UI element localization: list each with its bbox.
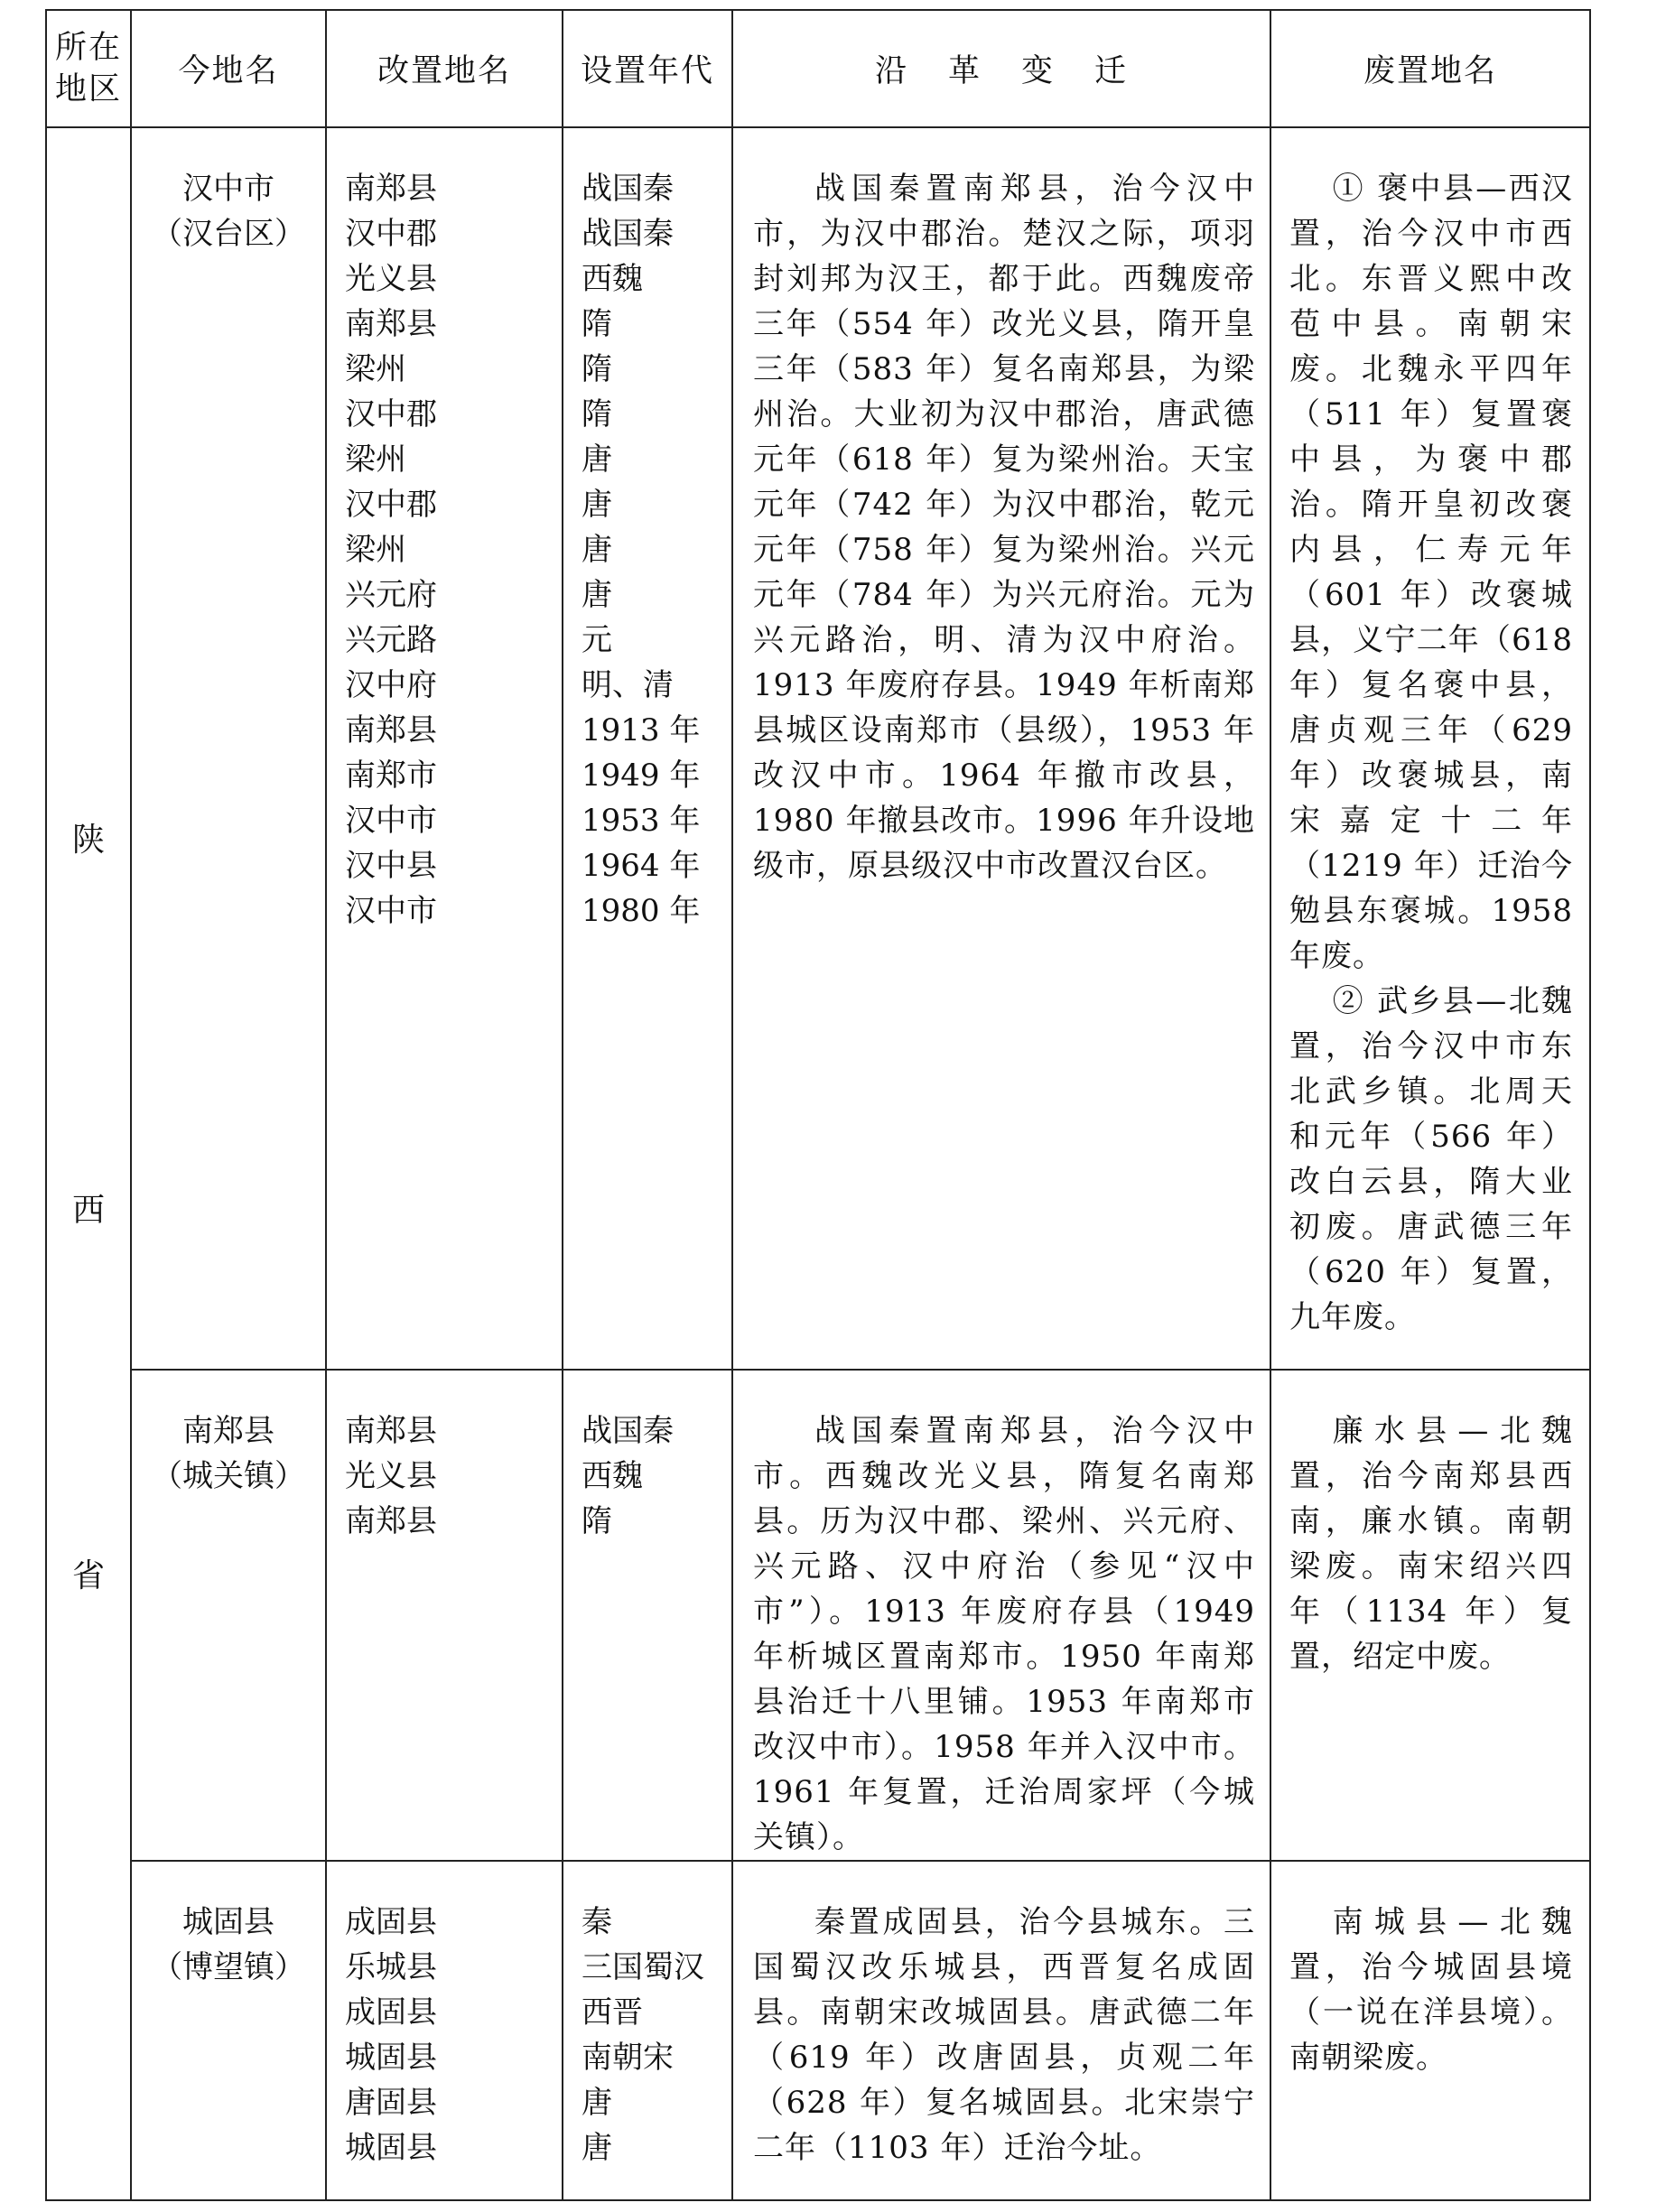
- region-cell: [46, 127, 131, 2200]
- era-item: 1980 年: [582, 893, 701, 929]
- changed-name-item: 成固县: [345, 1994, 437, 2031]
- changed-name-item: 乐城县: [345, 1949, 437, 1985]
- current-name-cell: [131, 127, 326, 1370]
- changed-name-item: 兴元府: [345, 577, 437, 613]
- changed-name-item: 汉中市: [345, 803, 437, 839]
- region-char: 陕: [71, 822, 105, 859]
- eras-cell: [563, 1861, 732, 2200]
- changed-name-item: 城固县: [345, 2130, 437, 2166]
- table-row: [46, 1370, 1590, 1861]
- table-row: [46, 1861, 1590, 2200]
- current-name: 南郑县: [182, 1413, 275, 1449]
- header-history: 沿 革 变 迁: [732, 10, 1270, 127]
- header-region: 所在地区: [46, 10, 131, 127]
- current-name-note: （城关镇）: [152, 1458, 305, 1494]
- changed-name-item: 汉中县: [345, 848, 437, 884]
- changed-name-item: 光义县: [345, 1458, 437, 1494]
- era-item: 西魏: [582, 261, 643, 297]
- current-name: 城固县: [182, 1904, 275, 1940]
- changed-name-item: 梁州: [345, 441, 406, 478]
- era-item: 1949 年: [582, 757, 701, 794]
- changed-name-item: 南郑市: [345, 757, 437, 794]
- region-char: 省: [71, 1557, 105, 1594]
- changed-name-item: 梁州: [345, 351, 406, 387]
- abolished-text: 南城县—北魏置，治今城固县境（一说在洋县境）。南朝梁废。: [1289, 1904, 1573, 2076]
- changed-name-item: 光义县: [345, 261, 437, 297]
- changed-name-item: 南郑县: [345, 306, 437, 342]
- era-item: 三国蜀汉: [582, 1949, 704, 1985]
- era-item: 西晋: [582, 1994, 643, 2031]
- abolished-cell: [1270, 127, 1590, 1370]
- header-abolished-name: 废置地名: [1270, 10, 1590, 127]
- era-item: 唐: [582, 441, 612, 478]
- era-item: 战国秦: [582, 1413, 674, 1449]
- era-item: 战国秦: [582, 171, 674, 207]
- history-cell: [732, 1370, 1270, 1861]
- era-item: 隋: [582, 351, 612, 387]
- era-item: 唐: [582, 2130, 612, 2166]
- changed-name-item: 兴元路: [345, 622, 437, 658]
- history-text: 秦置成固县，治今县城东。三国蜀汉改乐城县，西晋复名成固县。南朝宋改城固县。唐武德二年（619 年）改唐固县，贞观二年（628 年）复名城固县。北宋崇宁二年（1103 年）迁治今址。: [753, 1904, 1255, 2166]
- changed-names-cell: [326, 127, 563, 1370]
- header-changed-name: 改置地名: [326, 10, 563, 127]
- eras-cell: [563, 1370, 732, 1861]
- changed-name-item: 汉中郡: [345, 396, 437, 432]
- era-item: 南朝宋: [582, 2040, 674, 2076]
- changed-name-item: 南郑县: [345, 1503, 437, 1539]
- era-item: 明、清: [582, 667, 674, 703]
- era-item: 秦: [582, 1904, 612, 1940]
- era-item: 唐: [582, 577, 612, 613]
- abolished-text: ② 武乡县—北魏置，治今汉中市东北武乡镇。北周天和元年（566 年）改白云县，隋大业初废。唐武德三年（620 年）复置，九年废。: [1289, 983, 1573, 1335]
- abolished-cell: [1270, 1861, 1590, 2200]
- history-cell: [732, 1861, 1270, 2200]
- changed-names-cell: [326, 1861, 563, 2200]
- era-item: 唐: [582, 2085, 612, 2121]
- changed-name-item: 汉中府: [345, 667, 437, 703]
- era-item: 元: [582, 622, 612, 658]
- abolished-text: 廉水县—北魏置，治今南郑县西南，廉水镇。南朝梁废。南宋绍兴四年（1134 年）复置，绍定中废。: [1289, 1413, 1573, 1675]
- changed-name-item: 梁州: [345, 532, 406, 568]
- changed-name-item: 南郑县: [345, 1413, 437, 1449]
- changed-names-cell: [326, 1370, 563, 1861]
- era-item: 隋: [582, 1503, 612, 1539]
- history-text: 战国秦置南郑县，治今汉中市。西魏改光义县，隋复名南郑县。历为汉中郡、梁州、兴元府、兴元路、汉中府治（参见“汉中市”）。1913 年废府存县（1949 年析城区置南郑市。1950 年南郑县治迁十八里铺。1953 年南郑市改汉中市）。1958 年并入汉中市。1961 年复置，迁治周家坪（今城关镇）。: [753, 1413, 1255, 1855]
- current-name-note: （汉台区）: [152, 216, 305, 252]
- changed-name-item: 南郑县: [345, 171, 437, 207]
- era-item: 1964 年: [582, 848, 701, 884]
- eras-cell: [563, 127, 732, 1370]
- abolished-text: ① 褒中县—西汉置，治今汉中市西北。东晋义熙中改苞中县。南朝宋废。北魏永平四年（511 年）复置褒中县，为褒中郡治。隋开皇初改褒内县，仁寿元年（601 年）改褒城县，义宁二年（618 年）复名褒中县，唐贞观三年（629 年）改褒城县，南宋嘉定十二年（1219 年）迁治今勉县东褒城。1958 年废。: [1289, 171, 1573, 974]
- changed-name-item: 汉中市: [345, 893, 437, 929]
- current-name-note: （博望镇）: [152, 1949, 305, 1985]
- changed-name-item: 汉中郡: [345, 216, 437, 252]
- history-table: [45, 9, 1591, 2201]
- era-item: 战国秦: [582, 216, 674, 252]
- changed-name-item: 南郑县: [345, 712, 437, 748]
- era-item: 1913 年: [582, 712, 701, 748]
- table-row: [46, 127, 1590, 1370]
- abolished-cell: [1270, 1370, 1590, 1861]
- current-name-cell: [131, 1861, 326, 2200]
- current-name: 汉中市: [182, 171, 275, 207]
- history-text: 战国秦置南郑县，治今汉中市，为汉中郡治。楚汉之际，项羽封刘邦为汉王，都于此。西魏废帝三年（554 年）改光义县，隋开皇三年（583 年）复名南郑县，为梁州治。大业初为汉中郡治，唐武德元年（618 年）复为梁州治。天宝元年（742 年）为汉中郡治，乾元元年（758 年）复为梁州治。兴元元年（784 年）为兴元府治。元为兴元路治，明、清为汉中府治。1913 年废府存县。1949 年析南郑县城区设南郑市（县级），1953 年改汉中市。1964 年撤市改县，1980 年撤县改市。1996 年升设地级市，原县级汉中市改置汉台区。: [753, 171, 1255, 884]
- era-item: 唐: [582, 532, 612, 568]
- era-item: 1953 年: [582, 803, 701, 839]
- era-item: 唐: [582, 487, 612, 523]
- changed-name-item: 唐固县: [345, 2085, 437, 2121]
- era-item: 隋: [582, 396, 612, 432]
- changed-name-item: 成固县: [345, 1904, 437, 1940]
- region-char: 西: [71, 1192, 105, 1229]
- current-name-cell: [131, 1370, 326, 1861]
- changed-name-item: 汉中郡: [345, 487, 437, 523]
- era-item: 隋: [582, 306, 612, 342]
- header-current-name: 今地名: [131, 10, 326, 127]
- header-row: [46, 10, 1590, 127]
- header-set-era: 设置年代: [563, 10, 732, 127]
- changed-name-item: 城固县: [345, 2040, 437, 2076]
- era-item: 西魏: [582, 1458, 643, 1494]
- history-cell: [732, 127, 1270, 1370]
